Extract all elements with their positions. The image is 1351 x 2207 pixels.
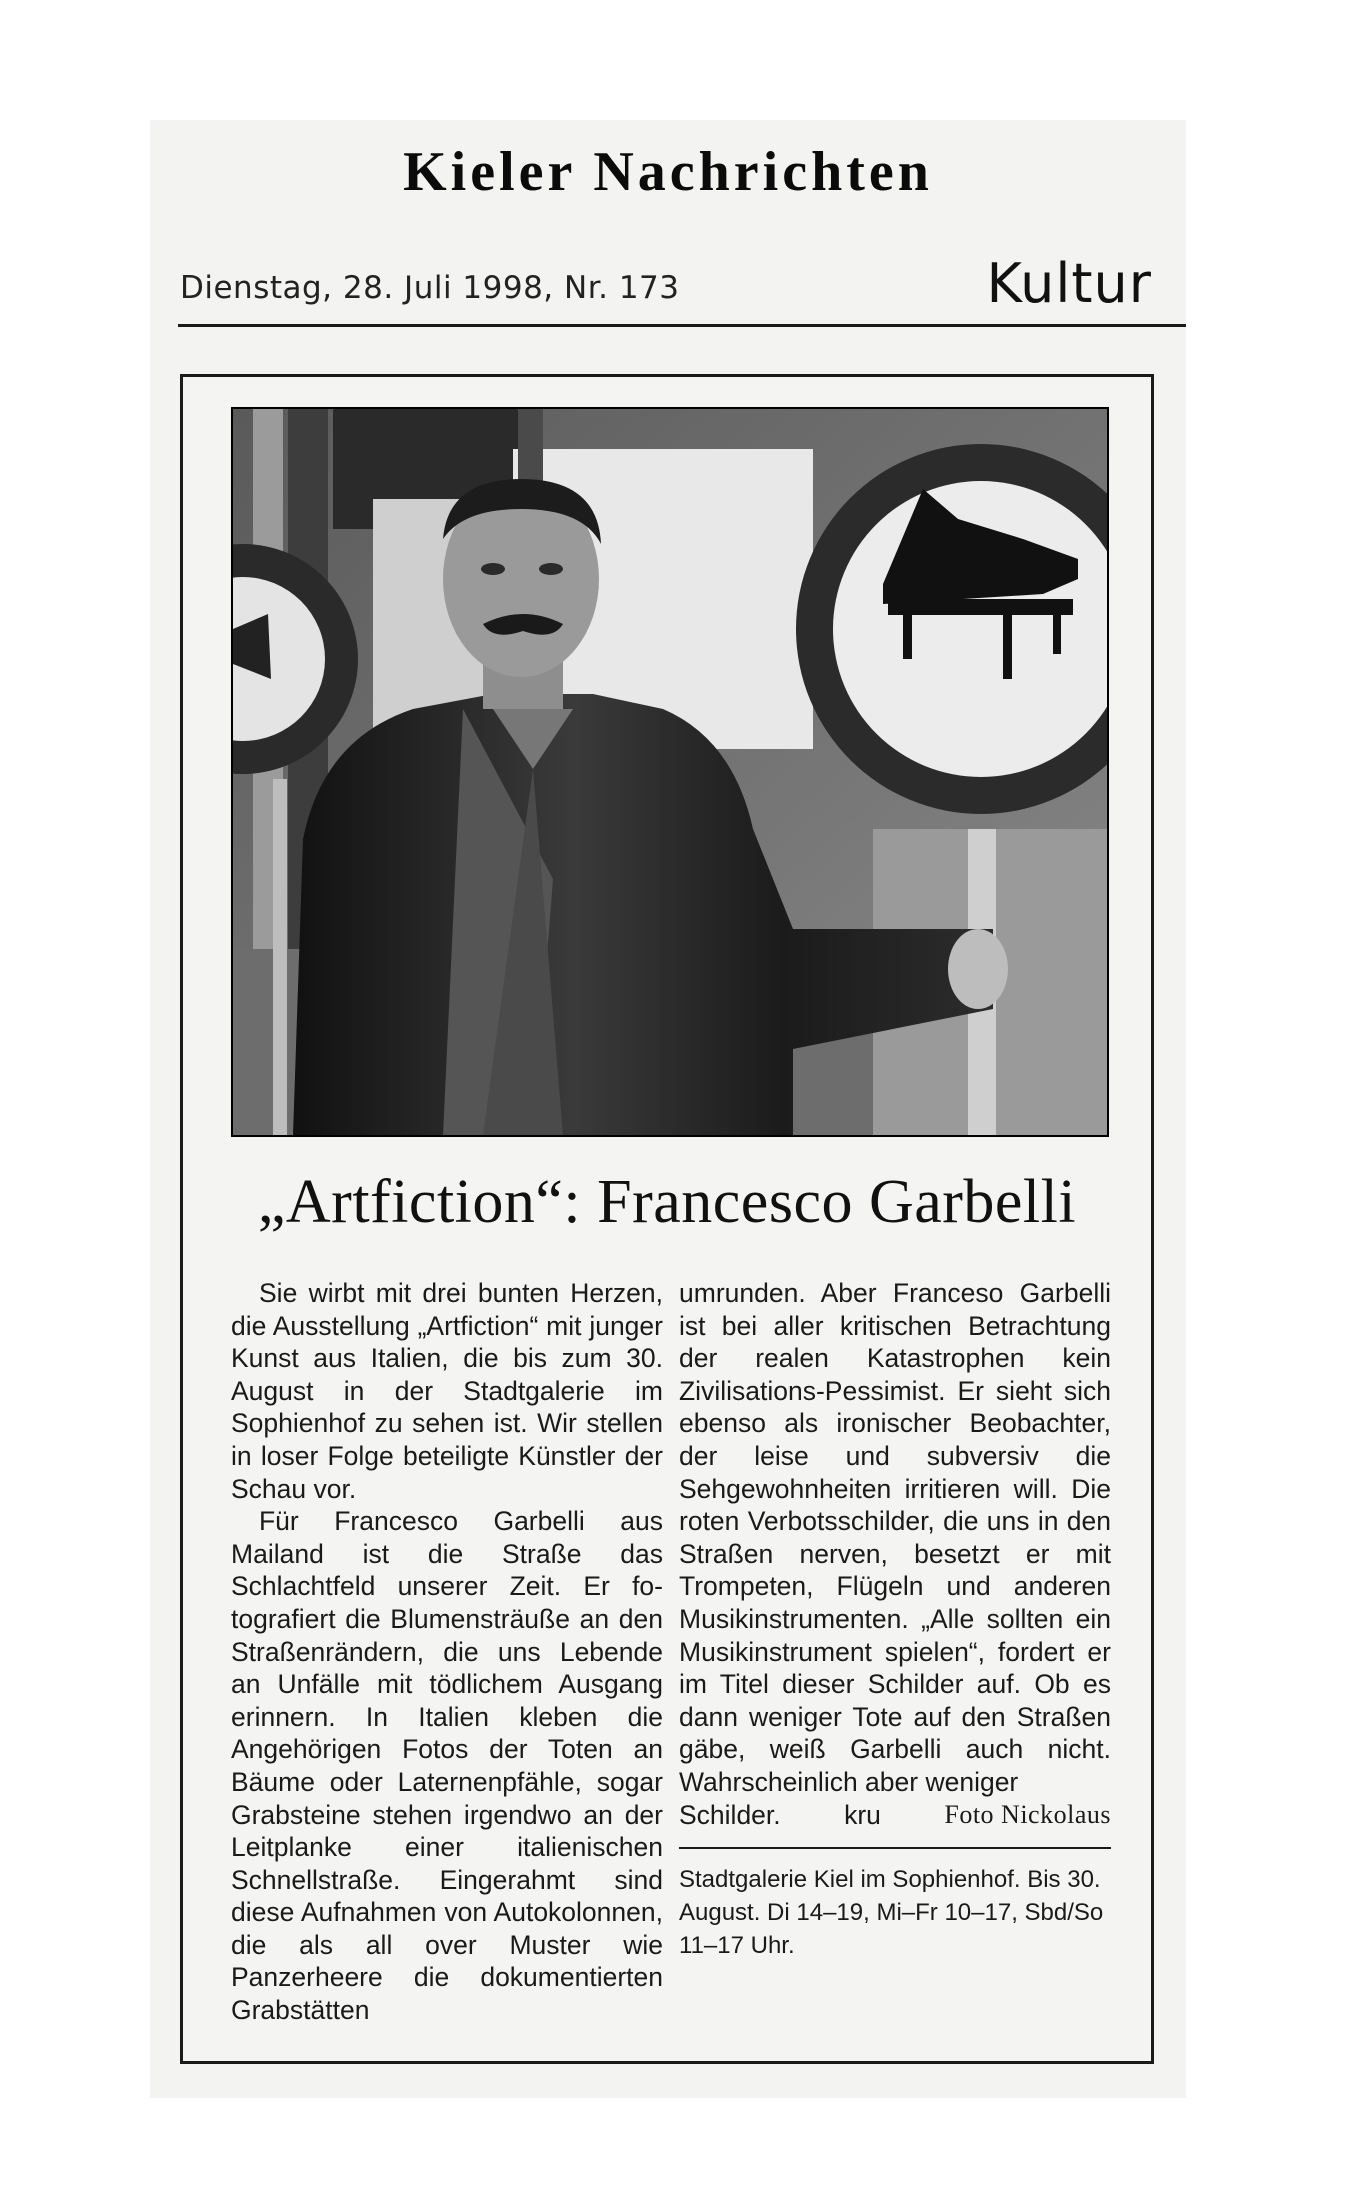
article-headline: „Artfiction“: Francesco Garbelli — [257, 1168, 1077, 1236]
author-initials: kru — [844, 1799, 881, 1830]
newspaper-masthead: Kieler Nachrichten — [403, 141, 933, 203]
byline-row — [679, 1799, 1111, 1832]
info-divider — [679, 1847, 1111, 1849]
article-photo — [231, 407, 1109, 1137]
article-last-word: Schilder. — [679, 1799, 781, 1830]
newspaper-clipping — [150, 120, 1186, 2098]
article-paragraph: Für Francesco Garbelli aus Mailand ist die Straße das Schlachtfeld unserer Zeit. Er fotografiert die Blumensträuße an den Straßenrändern, die uns Lebende an Unfälle mit tödlichem Ausgang erinnern. In Italien kleben die Angehörigen Fotos der Toten an Bäume oder Laternenpfähle, sogar Grabsteine stehen irgendwo an der Leitplanke einer italienischen Schnellstraße. Eingerahmt sind diese Aufnahmen von Autokolonnen, die als all over Muster wie Panzerheere die dokumentierten Grabstätten — [231, 1506, 663, 2026]
article-paragraph: Sie wirbt mit drei bunten Herzen, die Ausstellung „Artfiction“ mit junger Kunst aus Italien, die bis zum 30. August in der Stadtgalerie im Sophienhof zu sehen ist. Wir stellen in loser Folge beteiligte Künstler der Schau vor. — [231, 1278, 663, 1504]
photo-credit: Foto Nickolaus — [944, 1799, 1111, 1829]
article-paragraph: umrunden. Aber Franceso Garbelli ist bei aller kritischen Betrachtung der realen Katastrophen kein Zivilisations-Pessimist. Er sieht sich ebenso als ironischer Beobachter, der leise und subversiv die Sehgewohnheiten irritieren will. Die roten Verbotsschilder, die uns in den Straßen nerven, besetzt er mit Trompeten, Flügeln und anderen Musikinstrumenten. „Alle sollten ein Musikinstrument spielen“, fordert er im Titel dieser Schilder auf. Ob es dann weniger Tote auf den Straßen gäbe, weiß Garbelli auch nicht. Wahrscheinlich aber weniger — [679, 1278, 1111, 1797]
portrait-photo-with-piano-sign-icon — [233, 409, 1107, 1135]
issue-dateline: Dienstag, 28. Juli 1998, Nr. 173 — [180, 270, 680, 306]
article-column-right — [679, 1277, 1111, 1962]
exhibition-info: Stadtgalerie Kiel im Sophienhof. Bis 30. August. Di 14–19, Mi–Fr 10–17, Sbd/So 11–17 Uhr. — [679, 1866, 1104, 1960]
article-frame — [180, 374, 1154, 2064]
section-label: Kultur — [986, 252, 1152, 315]
article-column-left — [231, 1277, 663, 2027]
header-divider — [178, 324, 1186, 327]
